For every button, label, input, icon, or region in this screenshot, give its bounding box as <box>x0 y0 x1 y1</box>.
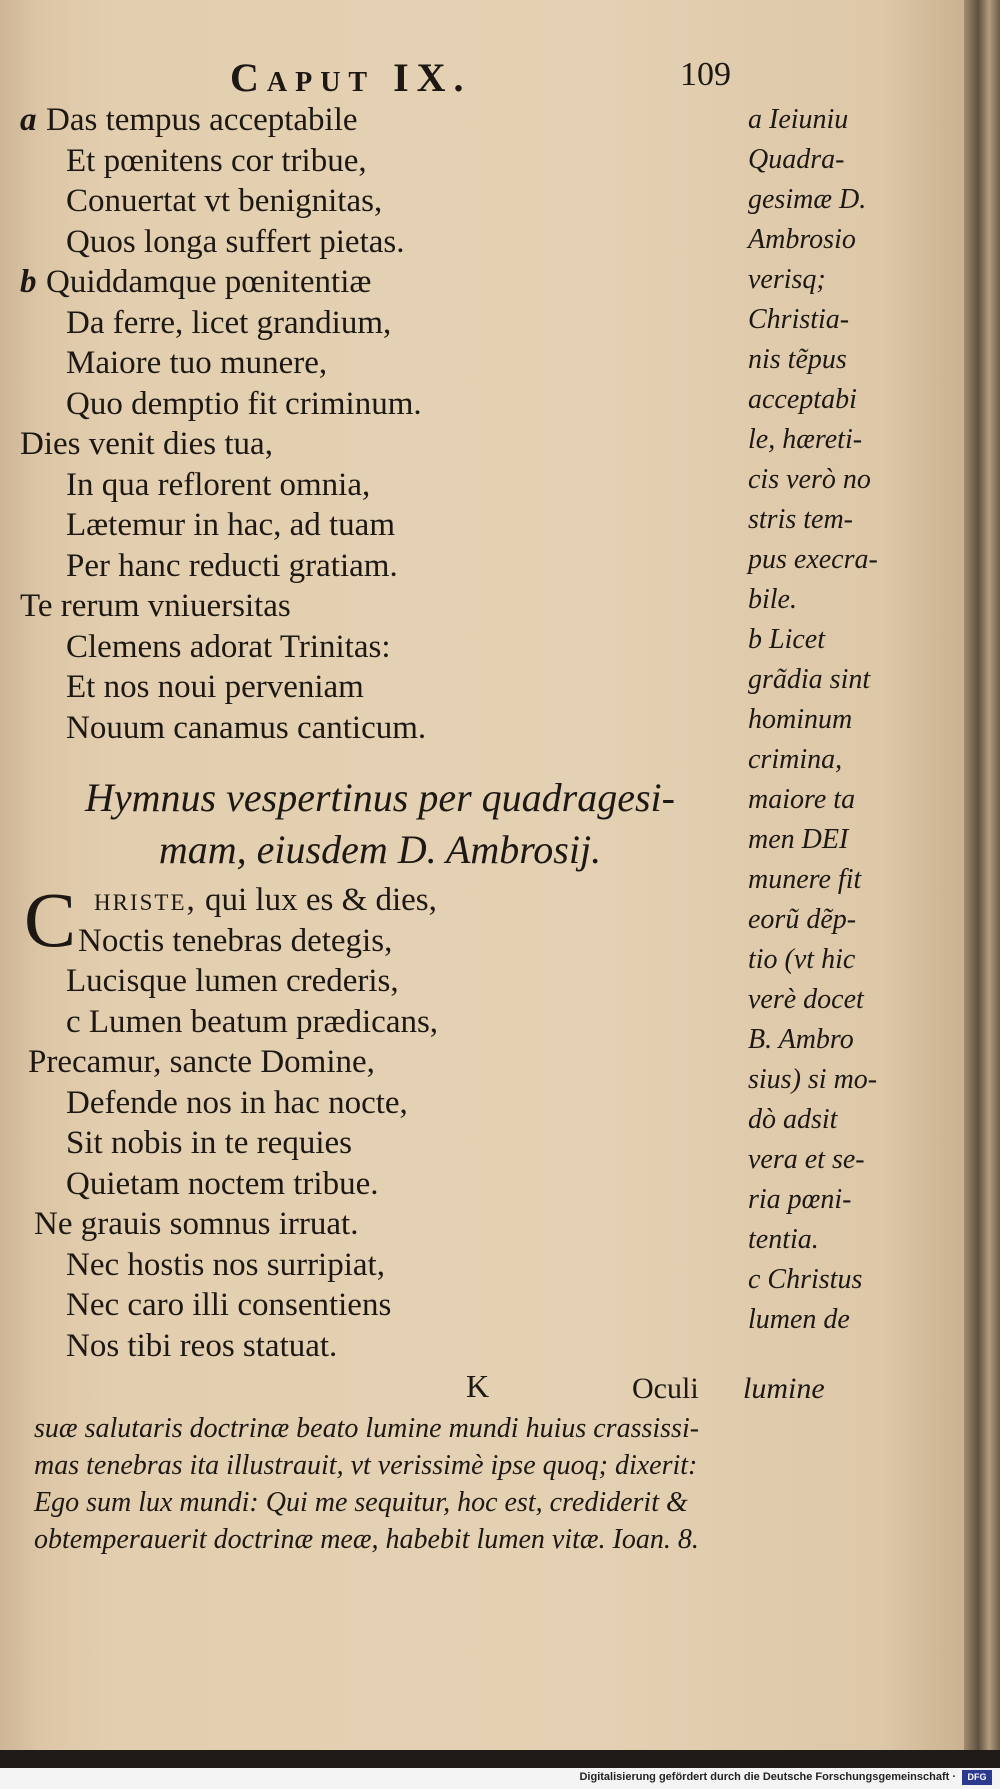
margin-note-line: dò adsit <box>748 1104 838 1135</box>
hymn-verse-1 <box>20 100 740 748</box>
verse-line <box>20 627 740 668</box>
margin-note-line: lumen de <box>748 1304 850 1335</box>
verse-line: Ne grauis somnus irruat. <box>34 1206 359 1242</box>
verse-line-text: In qua reflorent omnia, <box>66 466 371 503</box>
verse-line: Defende nos in hac nocte, <box>66 1084 408 1121</box>
margin-note-line: men DEI <box>748 824 849 855</box>
verse-line-text: Nouum canamus canticum. <box>66 709 427 746</box>
catchword: Oculi <box>632 1372 699 1405</box>
verse-line <box>20 667 740 708</box>
margin-note-line: acceptabi <box>748 384 857 415</box>
margin-note-line: ria pœni- <box>748 1184 852 1215</box>
verse-line: Lucisque lumen crederis, <box>66 963 399 999</box>
verse-line: Nos tibi reos statuat. <box>66 1327 338 1364</box>
commentary-line: Ego sum lux mundi: Qui me sequitur, hoc est, crediderit & <box>34 1487 688 1518</box>
dfg-logo: DFG <box>962 1770 992 1785</box>
verse-line <box>20 465 740 506</box>
note-reference-mark: b <box>20 264 37 300</box>
verse-line <box>20 262 740 303</box>
verse-line-text: qui lux es & dies, <box>205 882 437 918</box>
hymn-title-line-1: Hymnus vespertinus per quadragesi- <box>85 775 675 820</box>
margin-note-line: Quadra- <box>748 144 845 175</box>
verse-line-text: Quiddamque pœnitentiæ <box>46 264 372 300</box>
margin-note-line: c Christus <box>748 1264 863 1295</box>
footer-credit: Digitalisierung gefördert durch die Deutsche Forschungsgemeinschaft · <box>579 1771 956 1783</box>
verse-line <box>20 343 740 384</box>
margin-note-line: gesimæ D. <box>748 184 867 215</box>
verse-line: Sit nobis in te requies <box>66 1125 352 1161</box>
verse-line <box>20 222 740 263</box>
verse-line-text: Clemens adorat Trinitas: <box>66 628 391 665</box>
margin-note-line: bile. <box>748 584 797 615</box>
margin-note-line: crimina, <box>748 744 843 775</box>
verse-line-text: Quos longa suffert pietas. <box>66 223 405 260</box>
margin-note-line: nis tẽpus <box>748 344 847 375</box>
verse-line <box>20 384 740 425</box>
margin-note-line: stris tem- <box>748 504 853 535</box>
margin-note-line: tio (vt hic <box>748 944 856 975</box>
commentary-line: obtemperauerit doctrinæ meæ, habebit lumen vitæ. Ioan. 8. <box>34 1524 699 1555</box>
verse-line <box>20 546 740 587</box>
margin-note-line: eorũ dẽp- <box>748 904 857 935</box>
verse-line: Noctis tenebras detegis, <box>78 922 393 959</box>
verse-line: Nec caro illi consentiens <box>66 1287 392 1323</box>
margin-note-line: verè docet <box>748 984 864 1015</box>
commentary-line: suæ salutaris doctrinæ beato lumine mundi huius crassissi- <box>34 1413 700 1444</box>
verse-line-text: Maiore tuo munere, <box>66 345 328 381</box>
drop-capital: C <box>24 876 77 963</box>
verse-line-text: Et pœnitens cor tribue, <box>66 142 367 179</box>
verse-line: Quietam noctem tribue. <box>66 1165 379 1202</box>
verse-line <box>20 141 740 182</box>
margin-note-line: B. Ambro <box>748 1024 854 1055</box>
verse-line-text: Conuertat vt benignitas, <box>66 183 383 219</box>
verse-line <box>20 505 740 546</box>
page-number: 109 <box>680 56 731 93</box>
verse-line <box>20 880 740 921</box>
margin-note-line: maiore ta <box>748 784 856 815</box>
verse-line: Nec hostis nos surripiat, <box>66 1246 385 1283</box>
verse-line-text: Das tempus acceptabile <box>46 102 358 138</box>
verse-line: Precamur, sancte Domine, <box>28 1044 375 1080</box>
running-head: Caput IX. <box>230 55 472 100</box>
margin-note-line: vera et se- <box>748 1144 865 1175</box>
page-edge <box>964 0 1000 1750</box>
verse-first-word: hriste, <box>94 882 197 918</box>
margin-note-line: Ambrosio <box>748 224 856 255</box>
hymn-verse-2 <box>20 876 740 1366</box>
verse-line <box>20 303 740 344</box>
margin-note-line: a Ieiuniu <box>748 104 849 135</box>
margin-note-line: sius) si mo- <box>748 1064 878 1095</box>
margin-note-line: cis verò no <box>748 464 871 495</box>
verse-line-text: Te rerum vniuersitas <box>20 588 291 624</box>
margin-note-line: grãdia sint <box>748 664 871 695</box>
margin-note-line: Christia- <box>748 304 850 335</box>
verse-line <box>20 424 740 465</box>
note-reference-mark: a <box>20 102 37 138</box>
verse-line <box>20 181 740 222</box>
commentary-line: mas tenebras ita illustrauit, vt verissimè ipse quoq; dixerit: <box>34 1450 698 1481</box>
verse-line: c Lumen beatum prædicans, <box>66 1003 439 1040</box>
margin-note-line: pus execra- <box>748 544 878 575</box>
verse-line-text: Lætemur in hac, ad tuam <box>66 507 395 543</box>
margin-note-line: b Licet <box>748 624 825 655</box>
signature-mark: K <box>466 1368 490 1404</box>
margin-note-line: le, hæreti- <box>748 424 863 455</box>
hymn-title <box>40 772 720 876</box>
verse-line-text: Per hanc reducti gratiam. <box>66 547 398 584</box>
verse-line <box>20 100 740 141</box>
verse-line-text: Da ferre, licet grandium, <box>66 304 392 341</box>
marginal-notes <box>748 100 963 1340</box>
verse-line <box>20 586 740 627</box>
verse-line <box>20 708 740 749</box>
verse-line-text: Et nos noui perveniam <box>66 669 364 705</box>
commentary <box>34 1410 914 1558</box>
margin-note-line: hominum <box>748 704 853 735</box>
margin-note-end: lumine <box>743 1372 825 1405</box>
verse-line-text: Dies venit dies tua, <box>20 426 273 462</box>
margin-note-line: tentia. <box>748 1224 819 1255</box>
hymn-title-line-2: mam, eiusdem D. Ambrosij. <box>158 827 602 872</box>
margin-note-line: munere fit <box>748 864 862 895</box>
verse-line-text: Quo demptio fit criminum. <box>66 385 422 422</box>
margin-note-line: verisq; <box>748 264 826 295</box>
